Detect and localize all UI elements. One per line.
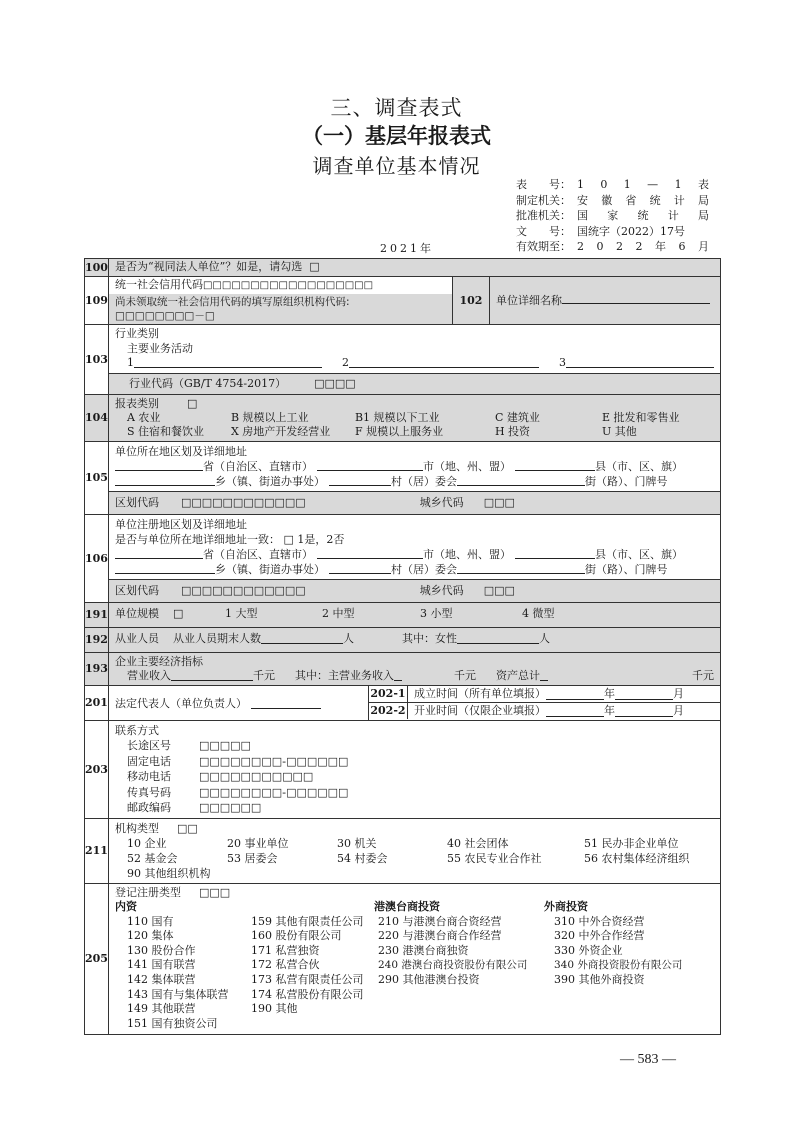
total-employees-label: 从业人员期末人数 xyxy=(172,632,261,646)
reg-type-option: 220 与港澳台商合作经营 xyxy=(377,929,502,943)
report-type-label: 报表类别 xyxy=(114,396,159,410)
revenue-label: 营业收入 xyxy=(126,668,171,682)
report-type-option: B1 规模以下工业 xyxy=(354,410,440,424)
row-201 xyxy=(85,685,721,720)
row-code: 104 xyxy=(85,394,109,441)
main-activity-label: 主要业务活动 xyxy=(126,341,193,355)
unit-label: 千元 xyxy=(252,668,275,682)
row-code: 211 xyxy=(85,818,109,883)
reg-type-option: 171 私营独资 xyxy=(250,943,320,957)
org-type-option: 51 民办非企业单位 xyxy=(583,836,679,850)
established-month-input[interactable] xyxy=(615,688,673,700)
row-code: 103 xyxy=(85,325,109,395)
row-code: 205 xyxy=(85,883,109,1035)
form-type-title: （一）基层年报表式 xyxy=(302,124,491,148)
row-192 xyxy=(85,627,721,652)
credit-code-label: 统一社会信用代码 xyxy=(114,277,203,291)
reg-type-option: 120 集体 xyxy=(126,929,174,943)
row-191 xyxy=(85,602,721,627)
year-label: 年 xyxy=(603,703,615,717)
opening-year-input[interactable] xyxy=(546,705,604,717)
same-address-options: 1是，2否 xyxy=(297,532,345,546)
org-code-input[interactable]: □□□□□□□□－□ xyxy=(114,310,215,322)
survey-form-table xyxy=(84,258,721,1035)
foreign-heading: 外商投资 xyxy=(543,900,588,914)
employees-label: 从业人员 xyxy=(114,632,159,646)
reg-type-option: 320 中外合作经营 xyxy=(553,929,645,943)
unit-label: 千元 xyxy=(691,668,714,682)
unit-label: 人 xyxy=(342,632,354,646)
row-code: 100 xyxy=(85,259,109,277)
org-type-label: 机构类型 xyxy=(114,821,159,835)
unit-scale-checkbox[interactable]: □ xyxy=(172,607,184,621)
legal-unit-question: 是否为“视同法人单位”？如是，请勾选 xyxy=(114,260,303,273)
reg-type-option: 290 其他港澳台投资 xyxy=(377,973,480,987)
reg-type-option: 160 股份有限公司 xyxy=(250,929,342,943)
org-type-option: 52 基金会 xyxy=(126,851,178,865)
reg-urban-code-label: 城乡代码 xyxy=(419,583,464,597)
org-type-option: 54 村委会 xyxy=(336,851,388,865)
row-code: 201 xyxy=(85,685,109,720)
reg-type-option: 159 其他有限责任公司 xyxy=(250,914,364,928)
location-label: 单位所在地区划及详细地址 xyxy=(114,444,247,458)
activity-2-input[interactable] xyxy=(349,356,539,368)
same-address-label: 是否与单位所在地详细地址一致： xyxy=(114,532,280,546)
postcode-label: 邮政编码 xyxy=(126,801,171,814)
form-title: 调查单位基本情况 xyxy=(312,154,481,178)
reg-town-input[interactable] xyxy=(115,562,215,574)
credit-code-input[interactable]: □□□□□□□□□□□□□□□□□□ xyxy=(202,279,374,291)
meta-issuer: 制定机关： 安 徽 省 统 计 局 xyxy=(516,193,709,207)
mobile-input[interactable]: □□□□□□□□□□□ xyxy=(198,770,314,783)
domestic-col-1 xyxy=(115,915,251,1032)
page-number: — 583 — xyxy=(620,1052,676,1067)
reg-area-code-input[interactable]: □□□□□□□□□□□□ xyxy=(180,583,306,597)
row-205 xyxy=(85,883,721,1035)
reg-location-label: 单位注册地区划及详细地址 xyxy=(114,517,247,531)
row-105: 105 单位所在地区划及详细地址 省（自治区、直辖市） 市（地、州、盟） 县（市、区、旗） 乡（镇、街道办事处） 村（居）委会 街（路）、门牌号 区划代码 □□□□□□□□□□□□ 城乡代码 □□□ xyxy=(85,441,721,514)
domestic-col-2 xyxy=(251,915,374,1032)
org-type-option: 40 社会团体 xyxy=(446,836,509,850)
reg-street-input[interactable] xyxy=(457,562,585,574)
year-label: 年 xyxy=(603,686,615,700)
urban-code-label: 城乡代码 xyxy=(419,495,464,509)
meta-valid-until: 有效期至： 2 0 2 2 年 6 月 xyxy=(516,240,709,253)
reg-type-option: 210 与港澳台商合资经营 xyxy=(377,914,502,928)
female-input[interactable] xyxy=(457,632,539,644)
activity-3-label: 3 xyxy=(558,356,566,369)
reg-area-code-label: 区划代码 xyxy=(114,583,159,597)
reg-province-input[interactable] xyxy=(115,547,203,559)
hkmt-heading: 港澳台商投资 xyxy=(373,900,440,914)
province-input[interactable] xyxy=(115,459,203,471)
activity-3-input[interactable] xyxy=(566,356,714,368)
urban-code-input[interactable]: □□□ xyxy=(483,495,515,509)
foreign-col xyxy=(544,915,714,988)
reg-type-option: 340 外商投资股份有限公司 xyxy=(553,959,683,972)
town-input[interactable] xyxy=(115,474,215,486)
area-code-label: 区划代码 xyxy=(114,495,159,509)
reg-type-option: 174 私营股份有限公司 xyxy=(250,987,364,1001)
landline-input[interactable]: □□□□□□□□-□□□□□□ xyxy=(198,754,349,768)
mobile-label: 移动电话 xyxy=(126,770,171,783)
scale-option: 2 中型 xyxy=(321,607,355,621)
area-phone-code-input[interactable]: □□□□□ xyxy=(198,739,251,752)
row-100 xyxy=(85,259,721,277)
postcode-input[interactable]: □□□□□□ xyxy=(198,801,262,814)
report-type-option: U 其他 xyxy=(601,424,637,438)
reg-type-option: 190 其他 xyxy=(250,1002,298,1016)
unit-label: 千元 xyxy=(453,668,476,682)
org-type-option: 56 农村集体经济组织 xyxy=(583,851,690,865)
row-code: 202-2 xyxy=(369,703,408,719)
org-type-option: 20 事业单位 xyxy=(226,836,289,850)
industry-label: 行业类别 xyxy=(114,327,159,340)
female-label: 其中：女性 xyxy=(401,632,457,646)
village-input[interactable] xyxy=(329,474,391,486)
report-type-option: B 规模以上工业 xyxy=(230,410,309,424)
reg-village-input[interactable] xyxy=(329,562,391,574)
unit-label: 人 xyxy=(538,632,550,646)
org-type-option: 90 其他组织机构 xyxy=(126,866,211,880)
street-input[interactable] xyxy=(457,474,585,486)
row-code: 192 xyxy=(85,627,109,652)
reg-type-option: 143 国有与集体联营 xyxy=(126,987,229,1001)
row-109 xyxy=(85,276,721,325)
form-meta xyxy=(516,177,709,255)
reg-type-option: 142 集体联营 xyxy=(126,973,196,987)
row-code: 106 xyxy=(85,514,109,602)
city-input[interactable] xyxy=(317,459,423,471)
reg-type-option: 130 股份合作 xyxy=(126,943,196,957)
activity-1-input[interactable] xyxy=(134,356,322,368)
reg-type-option: 330 外资企业 xyxy=(553,943,623,957)
econ-indicators-label: 企业主要经济指标 xyxy=(114,654,203,668)
landline-label: 固定电话 xyxy=(126,754,171,768)
industry-code-input[interactable]: □□□□ xyxy=(314,376,356,390)
same-address-checkbox[interactable]: □ xyxy=(283,532,294,546)
report-type-option: A 农业 xyxy=(126,410,161,424)
main-revenue-label: 其中：主营业务收入 xyxy=(294,668,394,682)
reg-type-option: 149 其他联营 xyxy=(126,1002,196,1016)
reg-type-option: 390 其他外商投资 xyxy=(553,973,645,987)
unit-name-input[interactable] xyxy=(562,292,710,304)
legal-rep-label: 法定代表人（单位负责人） xyxy=(114,696,247,710)
area-code-label: 长途区号 xyxy=(126,739,171,752)
industry-code-label: 行业代码（GB/T 4754-2017） xyxy=(128,376,287,390)
meta-approver: 批准机关： 国 家 统 计 局 xyxy=(516,209,709,222)
report-year: 2021年 xyxy=(380,242,434,255)
reg-type-option: 230 港澳台商独资 xyxy=(377,943,469,957)
reg-type-option: 110 国有 xyxy=(126,914,174,928)
row-code: 102 xyxy=(452,276,489,325)
reg-type-option: 310 中外合资经营 xyxy=(553,914,645,928)
assets-label: 资产总计 xyxy=(495,668,540,682)
reg-type-option: 151 国有独资公司 xyxy=(126,1016,218,1030)
reg-type-option: 172 私营合伙 xyxy=(250,958,320,972)
reg-type-option: 141 国有联营 xyxy=(126,958,196,972)
reg-type-option: 173 私营有限责任公司 xyxy=(250,973,364,987)
row-code: 105 xyxy=(85,441,109,514)
scale-option: 1 大型 xyxy=(224,607,258,621)
report-type-option: S 住宿和餐饮业 xyxy=(126,424,205,438)
org-type-option: 53 居委会 xyxy=(226,851,278,865)
reg-type-input[interactable]: □□□ xyxy=(198,885,231,899)
org-type-option: 10 企业 xyxy=(126,836,167,850)
report-type-option: E 批发和零售业 xyxy=(601,410,680,424)
row-211 xyxy=(85,818,721,883)
established-label: 成立时间（所有单位填报） xyxy=(413,686,546,700)
row-103 xyxy=(85,325,721,395)
scale-option: 4 微型 xyxy=(521,607,555,621)
report-type-option: X 房地产开发经营业 xyxy=(230,424,331,438)
meta-doc-number: 文 号： 国统字（2022）17号 xyxy=(516,224,685,238)
opening-label: 开业时间（仅限企业填报） xyxy=(413,703,546,717)
row-104 xyxy=(85,394,721,441)
reg-type-option: 240 港澳台商投资股份有限公司 xyxy=(377,959,528,972)
month-label: 月 xyxy=(672,703,684,717)
reg-type-label: 登记注册类型 xyxy=(114,885,181,899)
reg-county-input[interactable] xyxy=(515,547,595,559)
report-type-checkbox[interactable]: □ xyxy=(186,396,198,410)
opening-month-input[interactable] xyxy=(615,705,673,717)
area-code-input[interactable]: □□□□□□□□□□□□ xyxy=(180,495,306,509)
row-code: 202-1 xyxy=(369,686,408,702)
activity-1-label: 1 xyxy=(126,356,134,369)
row-code: 191 xyxy=(85,602,109,627)
row-code: 193 xyxy=(85,652,109,685)
month-label: 月 xyxy=(672,686,684,700)
fax-label: 传真号码 xyxy=(126,785,171,799)
activity-2-label: 2 xyxy=(341,356,349,369)
fax-input[interactable]: □□□□□□□□-□□□□□□ xyxy=(198,785,349,799)
org-type-option: 30 机关 xyxy=(336,836,377,850)
assets-input[interactable] xyxy=(540,669,548,681)
domestic-heading: 内资 xyxy=(114,900,137,914)
main-revenue-input[interactable] xyxy=(394,669,402,681)
scale-option: 3 小型 xyxy=(419,607,453,621)
county-input[interactable] xyxy=(515,459,595,471)
org-type-option: 55 农民专业合作社 xyxy=(446,851,542,865)
row-203 xyxy=(85,720,721,818)
meta-form-number: 表 号： 1 0 1 — 1 表 xyxy=(516,178,709,191)
reg-city-input[interactable] xyxy=(317,547,423,559)
hkmt-col xyxy=(374,915,544,988)
report-type-option: F 规模以上服务业 xyxy=(354,424,444,438)
section-title: 三、调查表式 xyxy=(330,96,463,120)
row-193 xyxy=(85,652,721,685)
row-106: 106 单位注册地区划及详细地址 是否与单位所在地详细地址一致： □ 1是，2否 省（自治区、直辖市） 市（地、州、盟） 县（市、区、旗） 乡（镇、街道办事处） 村（居）委会 街（路）、门牌号 区划代码 □□□□□□□□□□□□ 城乡代码 □□□ xyxy=(85,514,721,602)
org-type-input[interactable]: □□ xyxy=(176,821,198,835)
row-code: 109 xyxy=(85,276,109,325)
report-type-option: H 投资 xyxy=(494,424,531,438)
established-year-input[interactable] xyxy=(546,688,604,700)
legal-unit-checkbox[interactable]: □ xyxy=(309,260,320,273)
legal-rep-input[interactable] xyxy=(251,697,321,709)
report-type-option: C 建筑业 xyxy=(494,410,540,424)
total-employees-input[interactable] xyxy=(261,632,343,644)
contact-label: 联系方式 xyxy=(114,723,159,737)
unit-scale-label: 单位规模 xyxy=(114,607,159,621)
org-code-label: 尚未领取统一社会信用代码的填写原组织机构代码: xyxy=(114,296,350,308)
revenue-input[interactable] xyxy=(171,669,253,681)
row-code: 203 xyxy=(85,720,109,818)
unit-name-label: 单位详细名称 xyxy=(495,294,562,307)
reg-urban-code-input[interactable]: □□□ xyxy=(483,583,515,597)
